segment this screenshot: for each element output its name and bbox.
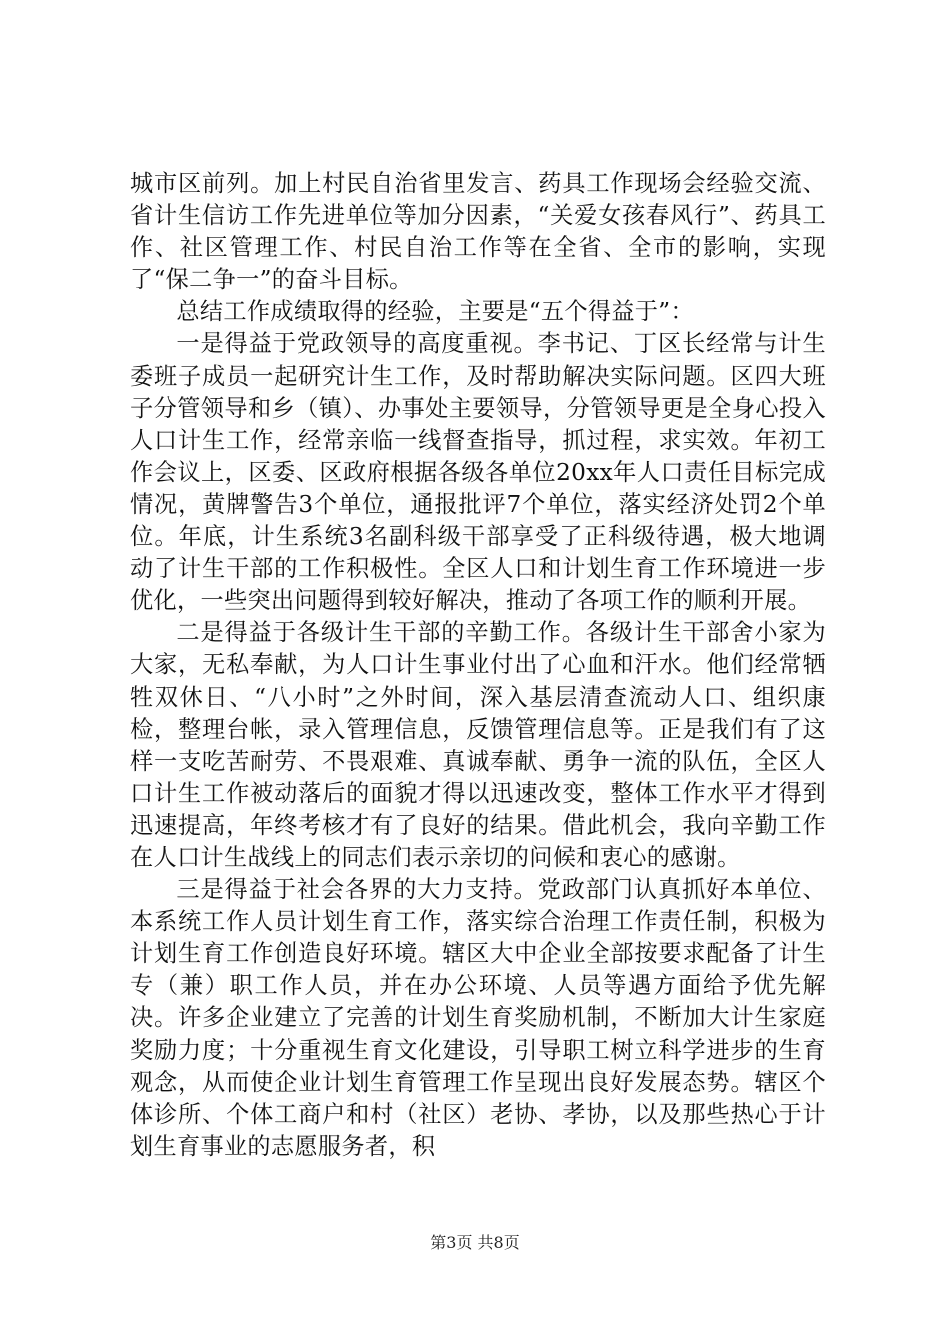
paragraph-3: 一是得益于党政领导的高度重视。李书记、丁区长经常与计生委班子成员一起研究计生工作，及时帮助解决实际问题。区四大班子分管领导和乡（镇）、办事处主要领导，分管领导更是全身心投入人口计生工作，经常亲临一线督查指导，抓过程，求实效。年初工作会议上，区委、区政府根据各级各单位20xx年人口责任目标完成情况，黄牌警告3个单位，通报批评7个单位，落实经济处罚2个单位。年底，计生系统3名副科级干部享受了正科级待遇，极大地调动了计生干部的工作积极性。全区人口和计划生育工作环境进一步优化，一些突出问题得到较好解决，推动了各项工作的顺利开展。: [130, 330, 826, 615]
paragraph-2: 总结工作成绩取得的经验，主要是“五个得益于”：: [176, 298, 694, 326]
page-number-footer: 第3页 共8页: [430, 1233, 520, 1252]
paragraph-4: 二是得益于各级计生干部的辛勤工作。各级计生干部舍小家为大家，无私奉献，为人口计生事业付出了心血和汗水。他们经常牺牲双休日、“八小时”之外时间，深入基层清查流动人口、组织康检，整理台帐，录入管理信息，反馈管理信息等。正是我们有了这样一支吃苦耐劳、不畏艰难、真诚奉献、勇争一流的队伍，全区人口计生工作被动落后的面貌才得以迅速改变，整体工作水平才得到迅速提高，年终考核才有了良好的结果。借此机会，我向辛勤工作在人口计生战线上的同志们表示亲切的问候和衷心的感谢。: [130, 619, 826, 871]
body-text: [130, 168, 826, 1163]
paragraph-1: 城市区前列。加上村民自治省里发言、药具工作现场会经验交流、省计生信访工作先进单位等加分因素，“关爱女孩春风行”、药具工作、社区管理工作、村民自治工作等在全省、全市的影响，实现了“保二争一”的奋斗目标。: [130, 170, 826, 294]
paragraph-5: 三是得益于社会各界的大力支持。党政部门认真抓好本单位、本系统工作人员计划生育工作，落实综合治理工作责任制，积极为计划生育工作创造良好环境。辖区大中企业全部按要求配备了计生专（兼）职工作人员，并在办公环境、人员等遇方面给予优先解决。许多企业建立了完善的计划生育奖励机制，不断加大计生家庭奖励力度；十分重视生育文化建设，引导职工树立科学进步的生育观念，从而使企业计划生育管理工作呈现出良好发展态势。辖区个体诊所、个体工商户和村（社区）老协、孝协，以及那些热心于计划生育事业的志愿服务者，积: [130, 876, 826, 1160]
